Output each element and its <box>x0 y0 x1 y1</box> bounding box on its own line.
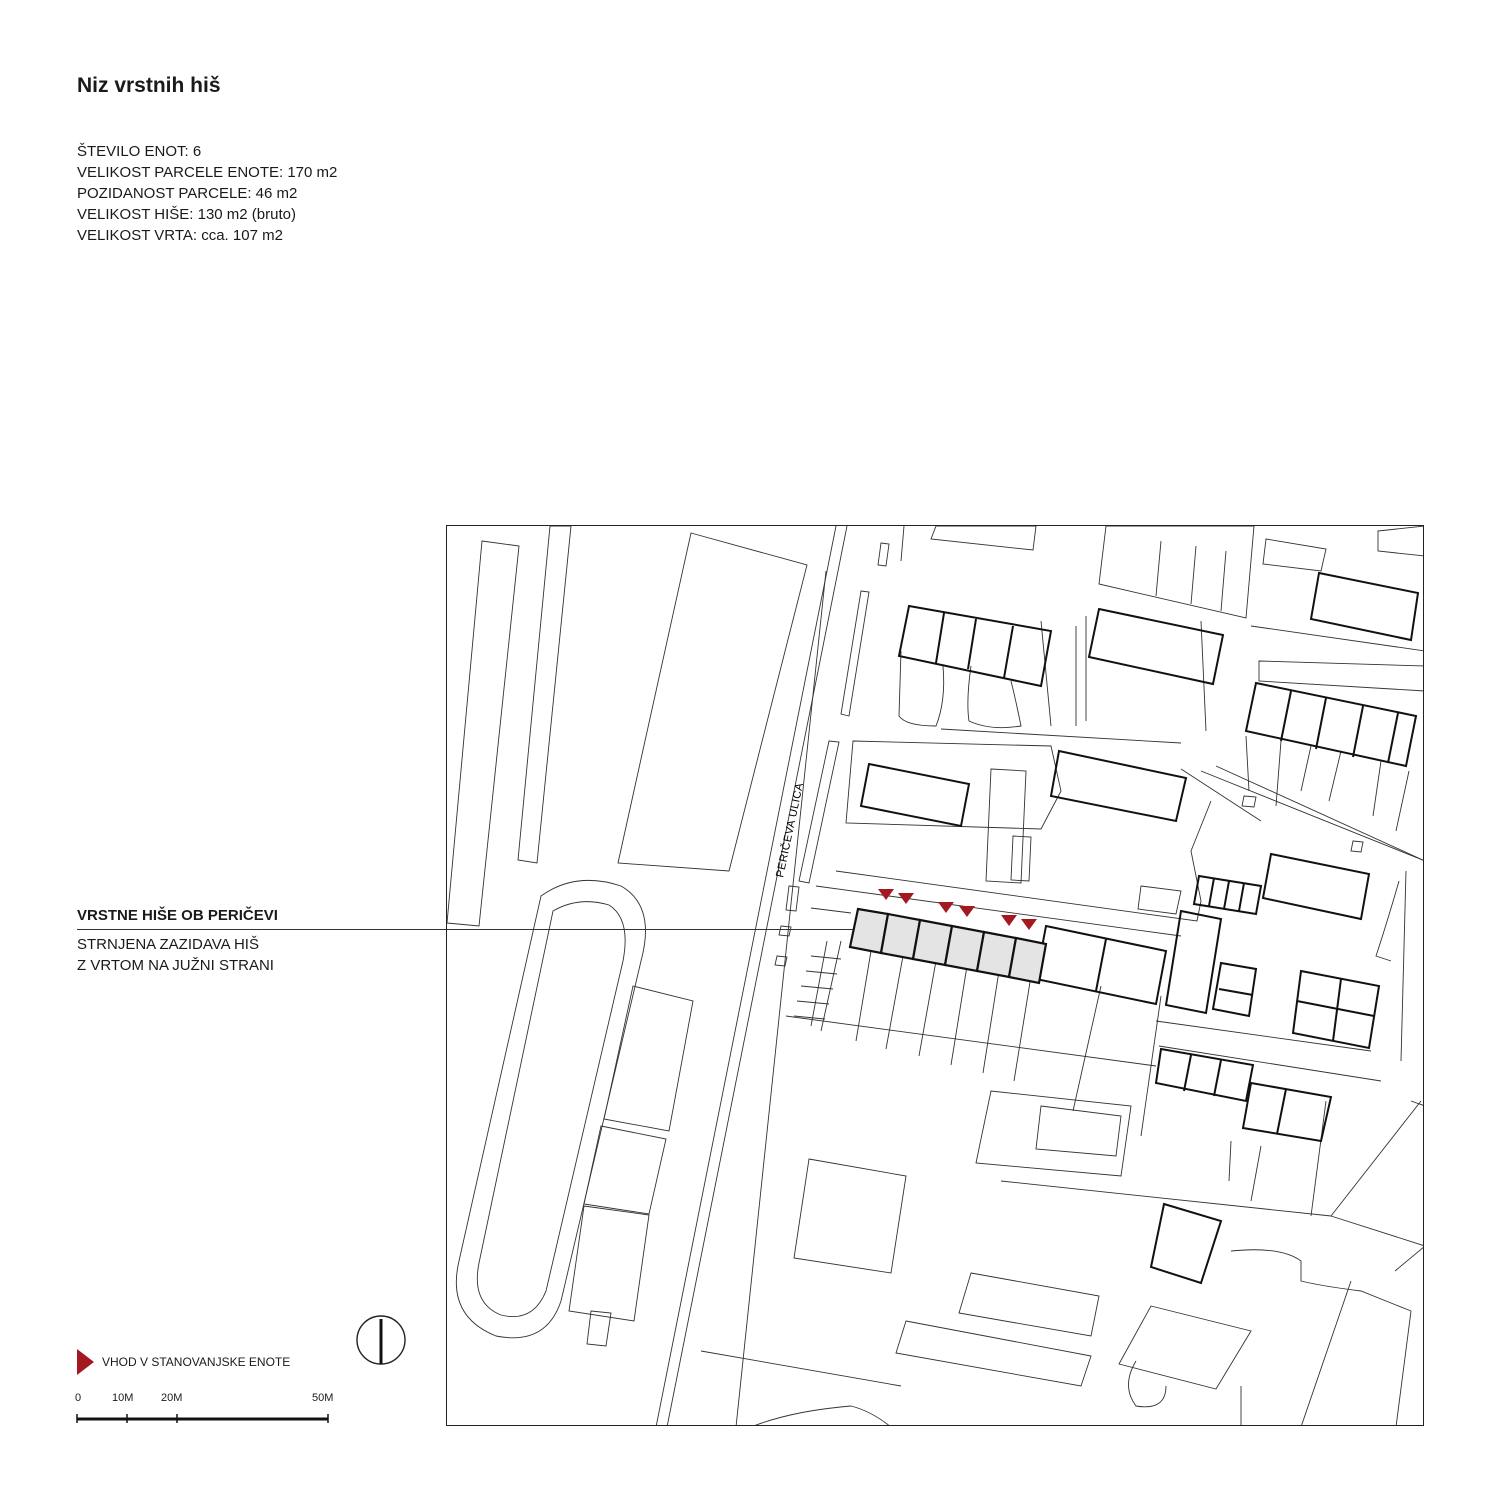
stat-garden-size: VELIKOST VRTA: cca. 107 m2 <box>77 227 283 244</box>
highlighted-row-houses <box>850 909 1046 983</box>
callout-description <box>77 934 274 976</box>
page-title: Niz vrstnih hiš <box>77 74 221 97</box>
stat-plot-size: VELIKOST PARCELE ENOTE: 170 m2 <box>77 164 338 181</box>
entrance-triangle-icon <box>938 902 954 913</box>
street-name-label: PERIČEVA ULICA <box>774 781 807 879</box>
site-plan-drawing <box>447 526 1424 1426</box>
scale-label-50m: 50M <box>312 1392 334 1404</box>
entrance-triangle-icon <box>77 1349 97 1375</box>
callout-line-2: Z VRTOM NA JUŽNI STRANI <box>77 957 274 974</box>
entrance-triangle-icon <box>898 893 914 904</box>
legend-entrance-label: VHOD V STANOVANJSKE ENOTE <box>102 1355 291 1369</box>
callout-heading: VRSTNE HIŠE OB PERIČEVI <box>77 907 278 924</box>
unit-statistics <box>77 141 337 246</box>
stat-unit-count: ŠTEVILO ENOT: 6 <box>77 143 202 160</box>
scale-label-0: 0 <box>75 1392 82 1404</box>
row-house-unit-6 <box>1009 938 1046 983</box>
scale-bar <box>74 1411 334 1425</box>
entrance-triangle-icon <box>1021 919 1037 930</box>
entrance-triangle-icon <box>1001 915 1017 926</box>
site-map <box>446 525 1424 1426</box>
entrance-triangle-icon <box>959 906 975 917</box>
north-arrow-icon <box>354 1314 410 1370</box>
callout-line-1: STRNJENA ZAZIDAVA HIŠ <box>77 936 259 953</box>
scale-label-20m: 20M <box>161 1392 183 1404</box>
stat-built-area: POZIDANOST PARCELE: 46 m2 <box>77 185 298 202</box>
stat-house-size: VELIKOST HIŠE: 130 m2 (bruto) <box>77 206 296 223</box>
scale-label-10m: 10M <box>112 1392 134 1404</box>
